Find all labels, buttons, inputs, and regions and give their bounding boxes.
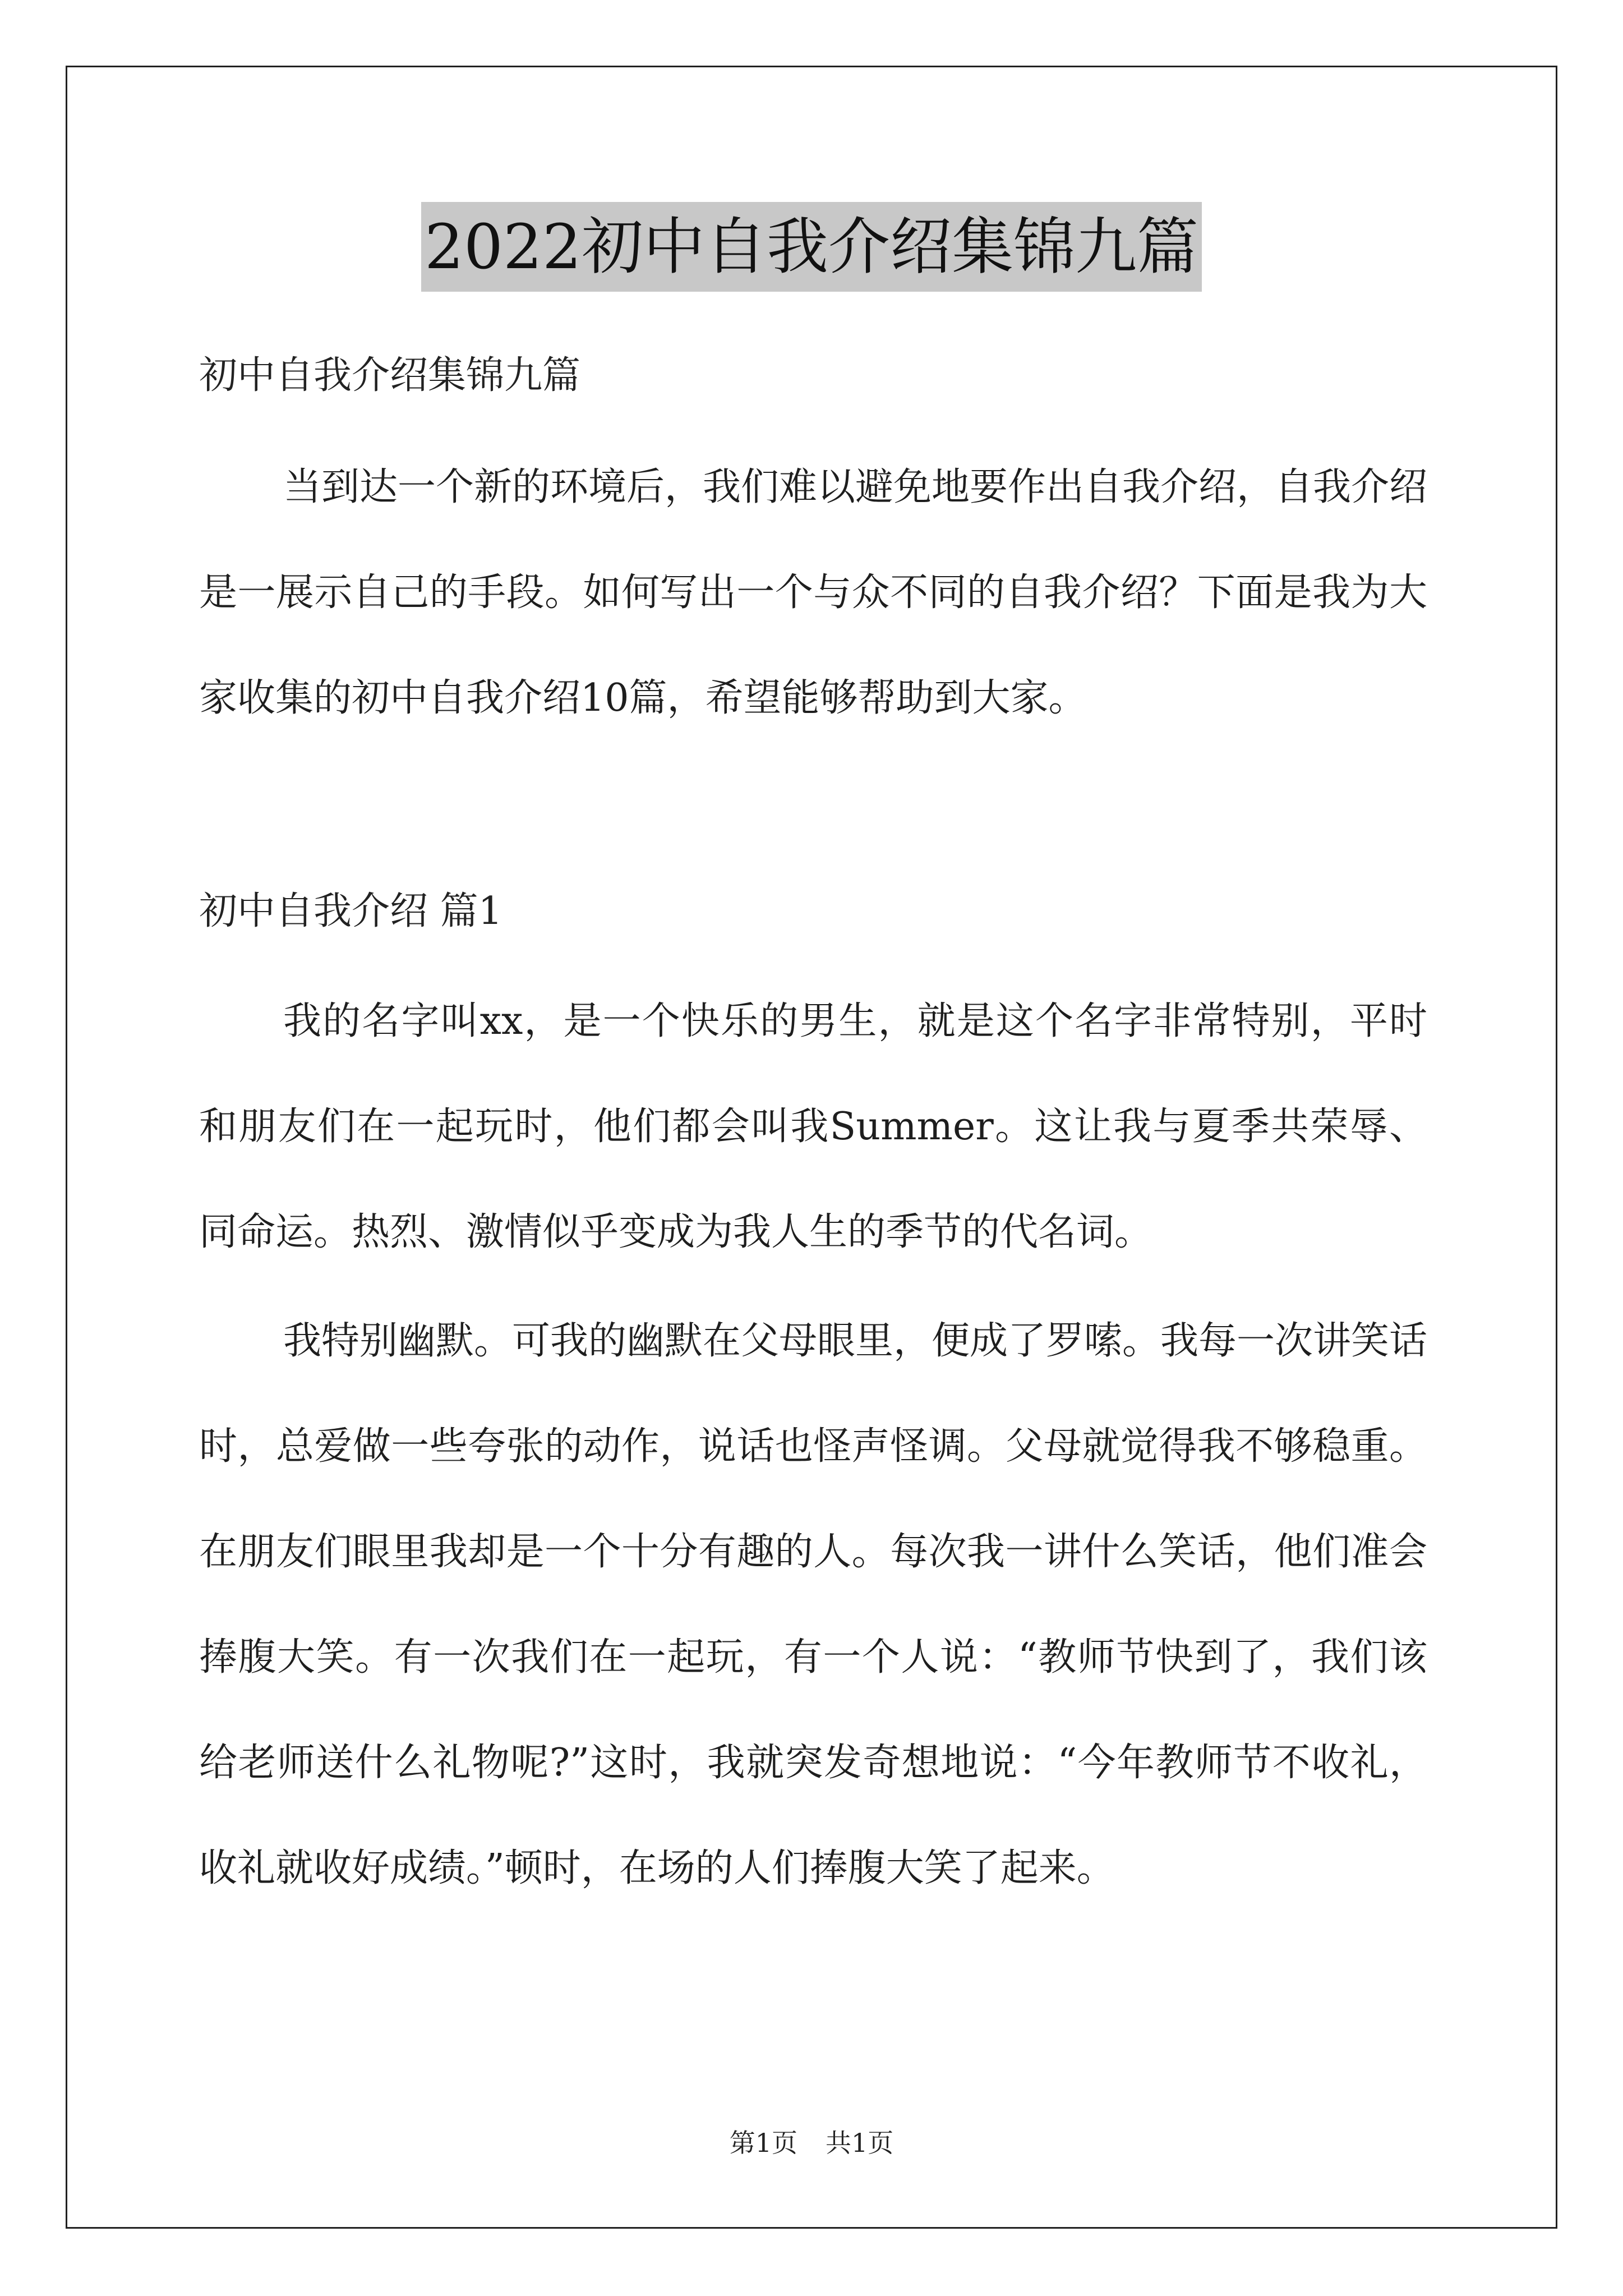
intro-paragraph: 当到达一个新的环境后，我们难以避免地要作出自我介绍，自我介绍是一展示自己的手段。如何写出一个与众不同的自我介绍？下面是我为大家收集的初中自我介绍10篇，希望能够帮助到大家。: [199, 465, 1428, 720]
page-total: 共1页: [826, 2128, 894, 2158]
body-paragraph-1: 我的名字叫xx，是一个快乐的男生，就是这个名字非常特别，平时和朋友们在一起玩时，他们都会叫我Summer。这让我与夏季共荣辱、同命运。热烈、激情似乎变成为我人生的季节的代名词。: [199, 999, 1427, 1254]
document-subtitle: 初中自我介绍集锦九篇: [199, 353, 581, 398]
page-number: 第1页: [729, 2128, 797, 2158]
section-heading: 初中自我介绍 篇1: [199, 889, 502, 933]
body-paragraph-2: 我特别幽默。可我的幽默在父母眼里，便成了罗嗦。我每一次讲笑话时，总爱做一些夸张的动作，说话也怪声怪调。父母就觉得我不够稳重。在朋友们眼里我却是一个十分有趣的人。每次我一讲什么笑话，他们准会捧腹大笑。有一次我们在一起玩，有一个人说：“教师节快到了，我们该给老师送什么礼物呢?”这时，我就突发奇想地说：“今年教师节不收礼，收礼就收好成绩。”顿时，在场的人们捧腹大笑了起来。: [199, 1319, 1428, 1890]
page-footer: [0, 2126, 1623, 2160]
document-title: 2022初中自我介绍集锦九篇: [421, 202, 1202, 292]
title-container: [0, 202, 1623, 292]
